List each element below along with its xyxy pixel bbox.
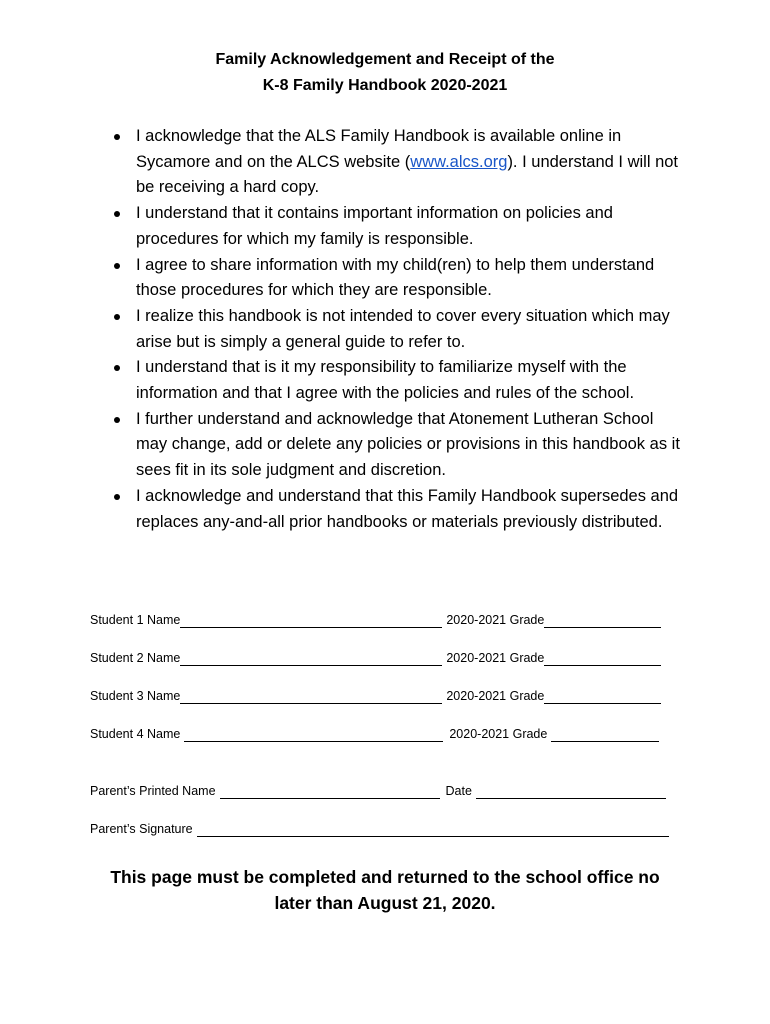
list-item	[106, 355, 686, 406]
item-text: I further understand and acknowledge that Atonement Lutheran School may change, add or delete any policies or provisions in this handbook as it sees fit in its sole judgment and discretion.	[136, 409, 680, 480]
student-4-grade-field[interactable]	[551, 729, 659, 742]
item-text: I agree to share information with my child(ren) to help them understand those procedures for which they are responsible.	[136, 255, 655, 300]
grade-label: 2020-2021 Grade	[446, 689, 545, 703]
student-1-label: Student 1 Name	[90, 613, 181, 627]
page-subtitle: K-8 Family Handbook 2020-2021	[262, 77, 508, 94]
student-3-name-field[interactable]	[180, 691, 442, 704]
student-4-name-field[interactable]	[184, 729, 443, 742]
signature-row	[90, 821, 669, 837]
student-4-row	[90, 726, 659, 742]
grade-label: 2020-2021 Grade	[446, 613, 545, 627]
signature-label: Parent’s Signature	[90, 822, 193, 836]
student-3-label: Student 3 Name	[90, 689, 181, 703]
bullet-icon	[114, 494, 120, 500]
return-notice-line-1: This page must be completed and returned to the school office no	[110, 867, 660, 887]
date-field[interactable]	[476, 786, 666, 799]
item-text: I understand that it contains important information on policies and procedures for which my family is responsible.	[136, 204, 613, 248]
list-item	[106, 124, 686, 201]
item-text: I acknowledge that the ALS Family Handbook is available online in Sycamore and on the ALCS website (	[136, 127, 622, 171]
bullet-icon	[114, 263, 120, 269]
student-1-name-field[interactable]	[180, 615, 442, 628]
list-item	[106, 407, 686, 484]
acknowledgement-list	[106, 124, 686, 535]
website-link[interactable]: www.alcs.org	[410, 152, 508, 171]
bullet-icon	[114, 211, 120, 217]
list-item	[106, 201, 686, 252]
student-1-row	[90, 612, 661, 628]
parent-name-field[interactable]	[220, 786, 440, 799]
bullet-icon	[114, 417, 120, 423]
student-2-name-field[interactable]	[180, 653, 442, 666]
bullet-icon	[114, 365, 120, 371]
parent-name-label: Parent’s Printed Name	[90, 784, 216, 798]
list-item	[106, 253, 686, 304]
student-4-label: Student 4 Name	[90, 727, 181, 741]
item-text: I realize this handbook is not intended to cover every situation which may arise but is simply a general guide to refer to.	[136, 306, 670, 351]
grade-label: 2020-2021 Grade	[449, 727, 548, 741]
student-1-grade-field[interactable]	[544, 615, 661, 628]
date-label: Date	[445, 784, 472, 798]
parent-name-row	[90, 783, 666, 799]
student-2-row	[90, 650, 661, 666]
item-text: ). I understand I will not be receiving a hard copy.	[136, 152, 679, 197]
grade-label: 2020-2021 Grade	[446, 651, 545, 665]
student-3-grade-field[interactable]	[544, 691, 661, 704]
bullet-icon	[114, 314, 120, 320]
student-2-label: Student 2 Name	[90, 651, 181, 665]
list-item	[106, 304, 686, 355]
signature-field[interactable]	[197, 824, 669, 837]
item-text: I acknowledge and understand that this Family Handbook supersedes and replaces any-and-all prior handbooks or materials previously distributed.	[136, 486, 679, 531]
page-title: Family Acknowledgement and Receipt of the	[215, 51, 555, 68]
student-2-grade-field[interactable]	[544, 653, 661, 666]
list-item	[106, 484, 686, 535]
bullet-icon	[114, 134, 120, 140]
return-notice-line-2: later than August 21, 2020.	[274, 893, 496, 913]
student-3-row	[90, 688, 661, 704]
item-text: I understand that is it my responsibility to familiarize myself with the information and that I agree with the policies and rules of the school.	[136, 358, 635, 403]
return-notice	[0, 864, 770, 916]
